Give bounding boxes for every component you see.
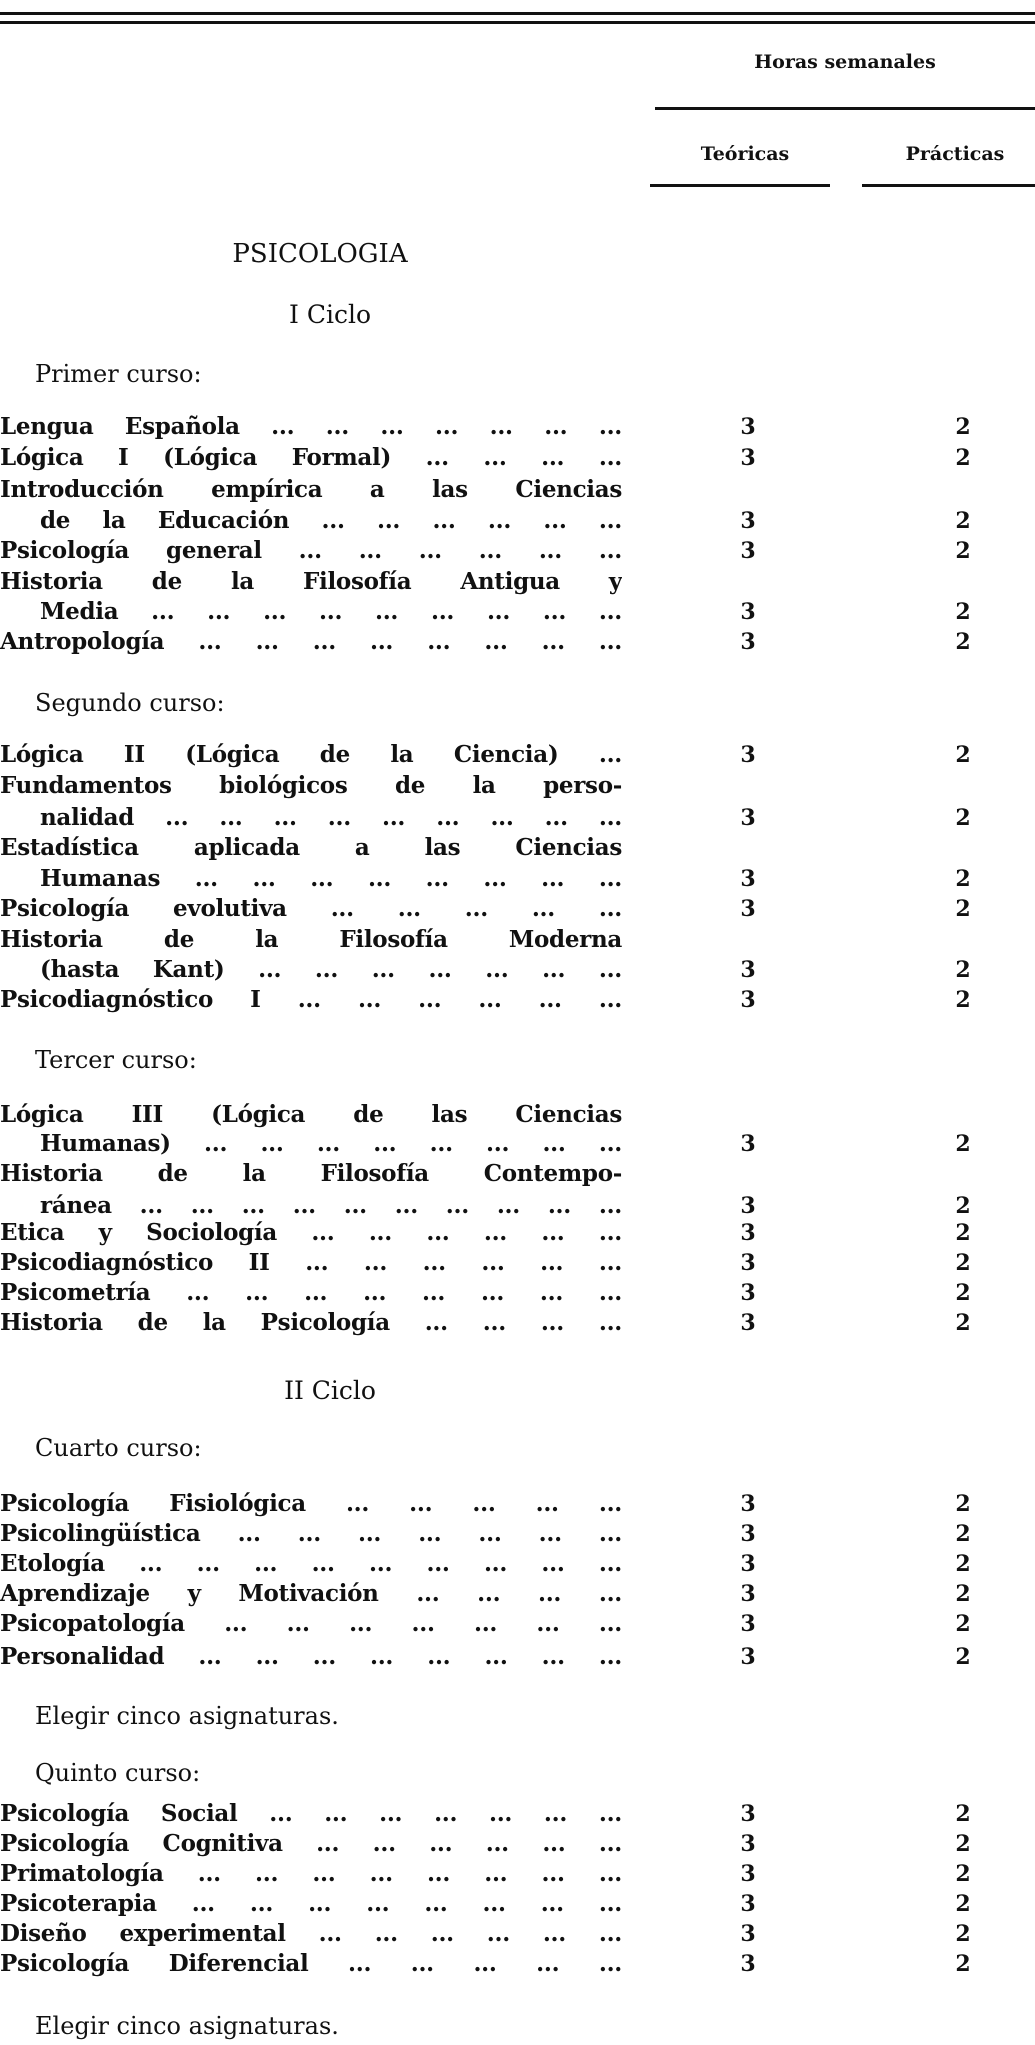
practicas-hours: 2 <box>955 629 971 655</box>
course-heading: Primer curso: <box>35 360 202 388</box>
teoricas-hours: 3 <box>740 1193 756 1219</box>
subject-name-line: Historia de la Filosofía Contempo- <box>0 1160 622 1187</box>
header-rule <box>655 107 1035 110</box>
practicas-hours: 2 <box>955 1310 971 1336</box>
subject-name-line: Etología ... ... ... ... ... ... ... ... ... <box>0 1550 622 1577</box>
teoricas-hours: 3 <box>740 1581 756 1607</box>
practicas-hours: 2 <box>955 896 971 922</box>
subject-name-line: Lengua Española ... ... ... ... ... ... ... <box>0 413 622 440</box>
subject-name-line: Lógica III (Lógica de las Ciencias <box>0 1101 622 1128</box>
teoricas-hours: 3 <box>740 1250 756 1276</box>
subject-name-line: Psicología Diferencial ... ... ... ... ... <box>0 1950 622 1977</box>
teoricas-hours: 3 <box>740 1551 756 1577</box>
teoricas-hours: 3 <box>740 1521 756 1547</box>
practicas-hours: 2 <box>955 866 971 892</box>
teoricas-hours: 3 <box>740 1644 756 1670</box>
practicas-hours: 2 <box>955 1581 971 1607</box>
practicas-hours: 2 <box>955 1831 971 1857</box>
subject-name-line: Estadística aplicada a las Ciencias <box>0 834 622 861</box>
teoricas-hours: 3 <box>740 1891 756 1917</box>
subject-name-line: Antropología ... ... ... ... ... ... ... ... <box>0 628 622 655</box>
subject-name-line: Lógica II (Lógica de la Ciencia) ... <box>0 741 622 768</box>
header-teoricas: Teóricas <box>700 143 790 165</box>
section-title: PSICOLOGIA <box>232 239 408 269</box>
header-horas-semanales: Horas semanales <box>754 51 936 73</box>
subject-name-line: Psicología general ... ... ... ... ... ... <box>0 537 622 564</box>
top-double-rule-1 <box>0 12 1035 15</box>
practicas-hours: 2 <box>955 1280 971 1306</box>
course-heading: Quinto curso: <box>35 1759 201 1787</box>
subject-name-line: Psicometría ... ... ... ... ... ... ... ... <box>0 1279 622 1306</box>
practicas-hours: 2 <box>955 1250 971 1276</box>
practicas-hours: 2 <box>955 742 971 768</box>
teoricas-hours: 3 <box>740 445 756 471</box>
course-note: Elegir cinco asignaturas. <box>35 1702 339 1730</box>
practicas-hours: 2 <box>955 1491 971 1517</box>
teoricas-hours: 3 <box>740 1611 756 1637</box>
teoricas-hours: 3 <box>740 1861 756 1887</box>
practicas-hours: 2 <box>955 599 971 625</box>
practicas-hours: 2 <box>955 1220 971 1246</box>
teoricas-hours: 3 <box>740 1831 756 1857</box>
teoricas-hours: 3 <box>740 1801 756 1827</box>
practicas-hours: 2 <box>955 957 971 983</box>
teoricas-hours: 3 <box>740 1921 756 1947</box>
teoricas-hours: 3 <box>740 1310 756 1336</box>
practicas-hours: 2 <box>955 1861 971 1887</box>
subject-name-line: Aprendizaje y Motivación ... ... ... ... <box>0 1580 622 1607</box>
practicas-hours: 2 <box>955 1611 971 1637</box>
practicas-hours: 2 <box>955 1951 971 1977</box>
teoricas-hours: 3 <box>740 1491 756 1517</box>
teoricas-hours: 3 <box>740 629 756 655</box>
practicas-hours: 2 <box>955 1921 971 1947</box>
subject-name-line: nalidad ... ... ... ... ... ... ... ... ... <box>40 804 622 831</box>
header-practicas: Prácticas <box>905 143 1005 165</box>
practicas-hours: 2 <box>955 1521 971 1547</box>
cycle-heading: II Ciclo <box>284 1376 376 1405</box>
teoricas-hours: 3 <box>740 896 756 922</box>
teoricas-hours: 3 <box>740 1131 756 1157</box>
subject-name-line: de la Educación ... ... ... ... ... ... <box>40 507 622 534</box>
subject-name-line: Psicoterapia ... ... ... ... ... ... ... ... <box>0 1890 622 1917</box>
teoricas-rule <box>650 184 830 187</box>
subject-name-line: Psicodiagnóstico II ... ... ... ... ... ... <box>0 1249 622 1276</box>
subject-name-line: Psicología Social ... ... ... ... ... ... ... <box>0 1800 622 1827</box>
course-heading: Cuarto curso: <box>35 1434 202 1462</box>
course-heading: Tercer curso: <box>35 1046 197 1074</box>
subject-name-line: Media ... ... ... ... ... ... ... ... ... <box>40 598 622 625</box>
practicas-hours: 2 <box>955 1801 971 1827</box>
practicas-hours: 2 <box>955 1131 971 1157</box>
teoricas-hours: 3 <box>740 805 756 831</box>
course-note: Elegir cinco asignaturas. <box>35 2012 339 2040</box>
teoricas-hours: 3 <box>740 866 756 892</box>
practicas-hours: 2 <box>955 508 971 534</box>
practicas-hours: 2 <box>955 805 971 831</box>
teoricas-hours: 3 <box>740 957 756 983</box>
subject-name-line: Etica y Sociología ... ... ... ... ... ... <box>0 1219 622 1246</box>
teoricas-hours: 3 <box>740 414 756 440</box>
subject-name-line: Diseño experimental ... ... ... ... ... ... <box>0 1920 622 1947</box>
subject-name-line: Historia de la Psicología ... ... ... ... <box>0 1309 622 1336</box>
subject-name-line: Psicología Cognitiva ... ... ... ... ... ... <box>0 1830 622 1857</box>
teoricas-hours: 3 <box>740 742 756 768</box>
teoricas-hours: 3 <box>740 538 756 564</box>
subject-name-line: Psicología Fisiológica ... ... ... ... ... <box>0 1490 622 1517</box>
subject-name-line: Humanas ... ... ... ... ... ... ... ... <box>40 865 622 892</box>
teoricas-hours: 3 <box>740 1280 756 1306</box>
subject-name-line: Personalidad ... ... ... ... ... ... ... ... <box>0 1643 622 1670</box>
practicas-hours: 2 <box>955 445 971 471</box>
practicas-hours: 2 <box>955 1644 971 1670</box>
subject-name-line: ránea ... ... ... ... ... ... ... ... ... ... <box>40 1192 622 1219</box>
subject-name-line: (hasta Kant) ... ... ... ... ... ... ... <box>40 956 622 983</box>
practicas-hours: 2 <box>955 1551 971 1577</box>
practicas-hours: 2 <box>955 1193 971 1219</box>
subject-name-line: Introducción empírica a las Ciencias <box>0 476 622 503</box>
subject-name-line: Lógica I (Lógica Formal) ... ... ... ... <box>0 444 622 471</box>
teoricas-hours: 3 <box>740 508 756 534</box>
subject-name-line: Psicopatología ... ... ... ... ... ... ... <box>0 1610 622 1637</box>
practicas-hours: 2 <box>955 538 971 564</box>
teoricas-hours: 3 <box>740 1951 756 1977</box>
cycle-heading: I Ciclo <box>289 300 371 329</box>
subject-name-line: Humanas) ... ... ... ... ... ... ... ... <box>40 1130 622 1157</box>
practicas-rule <box>862 184 1035 187</box>
course-heading: Segundo curso: <box>35 689 225 717</box>
teoricas-hours: 3 <box>740 599 756 625</box>
practicas-hours: 2 <box>955 414 971 440</box>
subject-name-line: Historia de la Filosofía Antigua y <box>0 568 622 595</box>
subject-name-line: Psicolingüística ... ... ... ... ... ... ... <box>0 1520 622 1547</box>
teoricas-hours: 3 <box>740 1220 756 1246</box>
subject-name-line: Psicodiagnóstico I ... ... ... ... ... ... <box>0 986 622 1013</box>
practicas-hours: 2 <box>955 987 971 1013</box>
subject-name-line: Primatología ... ... ... ... ... ... ... ... <box>0 1860 622 1887</box>
subject-name-line: Psicología evolutiva ... ... ... ... ... <box>0 895 622 922</box>
teoricas-hours: 3 <box>740 987 756 1013</box>
subject-name-line: Historia de la Filosofía Moderna <box>0 926 622 953</box>
practicas-hours: 2 <box>955 1891 971 1917</box>
top-double-rule-2 <box>0 21 1035 24</box>
subject-name-line: Fundamentos biológicos de la perso- <box>0 772 622 799</box>
